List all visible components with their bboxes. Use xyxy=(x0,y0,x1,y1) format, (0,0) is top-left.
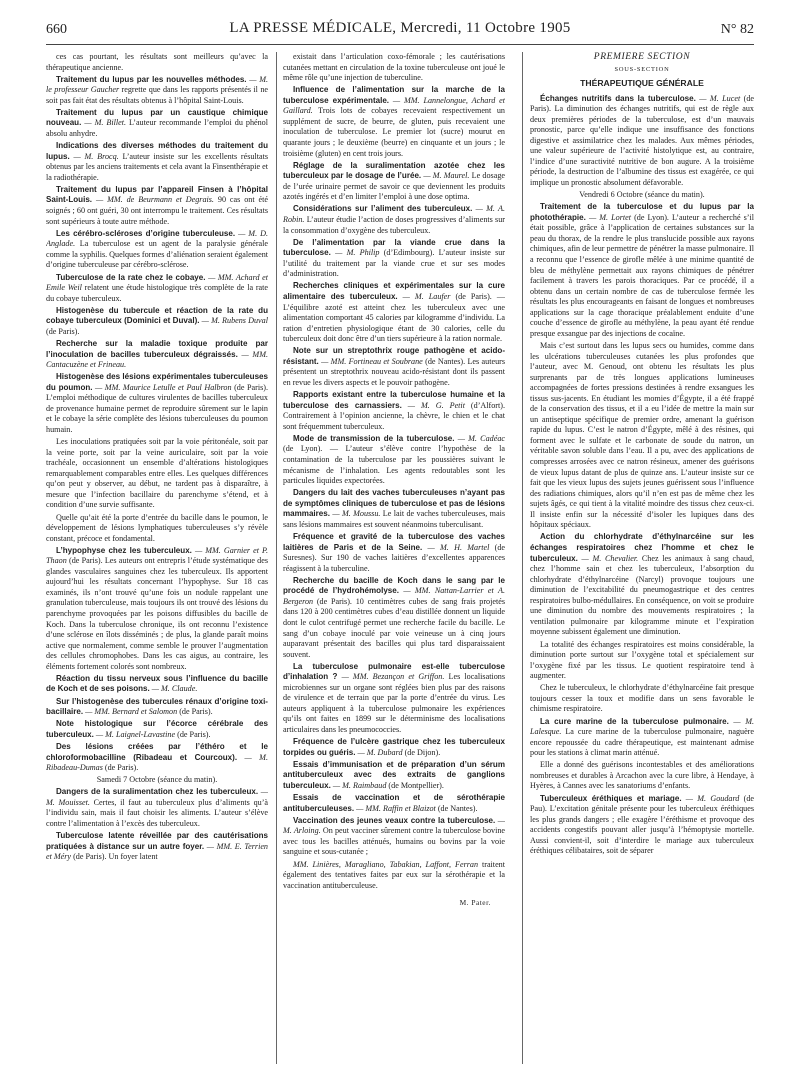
article-text: Les inoculations pratiquées soit par la voie péritonéale, soit par la veine porte, soit par la veine auriculaire, soit par la voie trachéale, occasionnent un ensemble d’altérations histologiques remarquablement comparables entre elles. Les quelques différences qu’on peut y observer, au début, ne tardent pas à disparaître, à mesure que l’infection bacillaire du parenchyme s’étend, et à condition d’une survie suffisante. xyxy=(46,437,268,510)
article-text: (de Montpellier). xyxy=(386,780,444,790)
article-text: L’auteur étudie l’action de doses progressives d’aliments sur la consommation d’oxygène des tuberculeux. xyxy=(283,214,505,235)
article-paragraph xyxy=(46,546,268,673)
article-paragraph xyxy=(46,306,268,338)
article-title: Essais d’immunisation et de préparation d’un sérum antituberculeux avec des extraits de ganglions tuberculeux. xyxy=(283,759,505,790)
article-title: L’hypophyse chez les tuberculeux. xyxy=(56,545,192,555)
article-text: (de Paris). Les auteurs ont entrepris l’étude systématique des glandes vasculaires sanguines chez les tuberculeux. Ils apportent aujourd’hui les résultats concernant l’hypophyse. Sur 18 cas examinés, ils n’ont trouvé qu’une fois un nodule rappelant une granulation tuberculeuse, mais toujours ils ont trouvé des lésions du parenchyme provoquées par les poisons diffusibles du bacille de Koch. Dans la tuberculose chronique, ils ont reconnu l’existence d’une sclérose en îlots disséminés ; de plus, la glande paraît moins active que normalement, comme semble le prouver l’augmentation des cellules chromophobes. Dans les cas aigus, au contraire, les éléments fortement colorés sont nombreux. xyxy=(46,556,268,671)
article-paragraph xyxy=(283,390,505,432)
article-text: (de Paris). xyxy=(175,729,211,739)
column-divider xyxy=(522,52,523,1064)
article-paragraph xyxy=(283,816,505,858)
article-author: — MM. Bezançon et Griffon. xyxy=(337,672,445,682)
article-paragraph xyxy=(283,281,505,344)
article-text: ces cas pourtant, les résultats sont meilleurs qu’avec la thérapeutique ancienne. xyxy=(46,52,268,72)
article-text: Le lait de vaches tuberculeuses, mais sans lésions mammaires est souvent néanmoins tuberculisant. xyxy=(283,509,505,529)
article-text: Elle a donné des guérisons incontestables et des améliorations nombreuses et durables à Arcachon avec la cure libre, à Hendaye, à Hyères, à Cannes avec les sanatoriums d’enfants. xyxy=(530,760,754,791)
article-title: Recherche du bacille de Koch dans le sang par le procédé de l’hydrohémolyse. xyxy=(283,575,505,596)
article-text: (de Dijon). xyxy=(402,747,441,757)
article-title: Les cérébro-scléroses d’origine tuberculeuse. xyxy=(56,228,236,238)
article-title: Tuberculose de la rate chez le cobaye. xyxy=(56,272,206,282)
issue-number: N° 82 xyxy=(720,22,754,37)
article-paragraph xyxy=(530,94,754,189)
article-paragraph xyxy=(283,793,505,814)
column-right xyxy=(530,52,754,1072)
article-author: — M. Chevalier. xyxy=(577,553,639,563)
article-paragraph xyxy=(530,532,754,637)
article-paragraph xyxy=(283,52,505,84)
article-text: (d’Edimbourg). L’auteur insiste sur l’utilité du traitement par la viande crue et sur ses modes d’administration. xyxy=(283,248,505,279)
article-author: — MM. Lannelongue, Achard et Gaillard. xyxy=(283,95,505,116)
paragraph-group xyxy=(530,202,754,857)
article-title: Traitement du lupus par un caustique chimique nouveau. xyxy=(46,107,268,128)
article-author: — M. D. Anglade. xyxy=(46,228,268,249)
article-paragraph xyxy=(283,85,505,159)
article-text: (de Nantes). xyxy=(435,803,478,813)
article-paragraph xyxy=(283,346,505,388)
article-title: Recherches cliniques et expérimentales sur la cure alimentaire des tuberculeux. xyxy=(283,281,505,301)
article-text: Les localisations microbiennes sur un organe sont réglées bien plus par des raisons de virulence et de terrain que par la porte d’entrée du virus. Les auteurs appliquent à la tuberculose pulmonaire les expériences qu’ils ont faites en 1899 sur le déterminisme des localisations articulaires dans les pneumococcies. xyxy=(283,672,505,735)
article-author: — M. Arloing. xyxy=(283,815,505,836)
subsection-heading: THÉRAPEUTIQUE GÉNÉRALE xyxy=(580,78,704,89)
article-author: — MM. Bernard et Salomon xyxy=(83,707,178,717)
column-left xyxy=(46,52,268,1072)
article-title: Traitement du lupus par l’appareil Finsen à l’hôpital Saint-Louis. xyxy=(46,184,268,205)
article-title: Action du chlorhydrate d’éthylnarcéine sur les échanges respiratoires chez l’homme et chez le tuberculeux. xyxy=(530,532,754,563)
article-text: (de Paris). Un foyer latent xyxy=(71,852,158,862)
article-title: Sur l’histogenèse des tubercules rénaux d’origine toxi-bacillaire. xyxy=(46,696,268,717)
article-author: — M. Brocq. xyxy=(69,151,119,161)
article-paragraph xyxy=(283,204,505,236)
article-author: — MM. Fortineau et Soubrane xyxy=(318,356,423,366)
article-text: L’auteur insiste sur les excellents résultats obtenus par les anciens traitements et cela avant la Finsenthérapie et la radiothérapie. xyxy=(46,151,268,182)
article-author: MM. Linières, Maragliano, Tabakian, Laffont, Ferran xyxy=(293,859,479,869)
article-title: Réaction du tissu nerveux sous l’influence du bacille de Koch et de ses poisons. xyxy=(46,673,268,694)
article-author: — M. A. Robin. xyxy=(283,204,505,224)
article-author: — MM. Raffin et Blaizot xyxy=(354,803,436,813)
article-author: — M. Rubens Duval xyxy=(199,316,268,326)
article-paragraph xyxy=(46,437,268,511)
article-text: Chez les animaux à sang chaud, chez l’homme sain et chez les tuberculeux, l’absorption du chlorhydrate d’éthylnarcéine (Narcyl) provoque toujours une diminution de l’excitabilité du pneumogastrique et des centres respiratoires bulbo-médullaires. En conséquence, on voit se produire une diminution du nombre des mouvements respiratoires ; la ventilation pulmonaire par kilogramme minute et l’expiration moyenne subissent également une diminution. xyxy=(530,553,754,637)
article-paragraph xyxy=(283,576,505,660)
article-text: (de Paris). xyxy=(177,707,213,717)
article-text: (de Paris). — L’équilibre azoté est atteint chez les tuberculeux avec une alimentation comportant 45 calories par kilogramme d’individu. La ration d’entretien physiologique étant de 30 calories, celle du tuberculeux doit donc être d’un tiers supérieure à la ration normale. xyxy=(283,292,505,344)
column-divider xyxy=(276,52,277,1064)
article-paragraph xyxy=(283,488,505,530)
article-text: existait dans l’articulation coxo-fémorale ; les cautérisations cutanées mettant en circulation de la toxine tuberculeuse ont joué le même rôle qu’une injection de tuberculine. xyxy=(283,52,505,83)
article-paragraph xyxy=(283,532,505,574)
article-text: Le dosage de l’urée urinaire permet de savoir ce que deviennent les produits azotés ingérés et d’en limiter l’emploi à une dose optima. xyxy=(283,171,505,202)
article-paragraph xyxy=(46,697,268,718)
article-paragraph xyxy=(46,75,268,107)
article-paragraph xyxy=(46,513,268,545)
article-text: (de Paris). 10 centimètres cubes de sang frais projetés dans 120 à 200 centimètres cubes d’eau distillée donnent un liquide dont le culot centrifugé permet une recherche facile du bacille. Le sang d’un cobaye inoculé par voie veineuse un à cinq jours auparavant présentait des bacilles qui plus tard disparaissaient souvent. xyxy=(283,596,505,659)
article-title: Traitement du lupus par les nouvelles méthodes. xyxy=(56,74,247,84)
article-title: Histogenèse des lésions expérimentales tuberculeuses du poumon. xyxy=(46,372,268,392)
article-paragraph xyxy=(530,794,754,857)
article-title: Tuberculose latente réveillée par des cautérisations pratiquées à distance sur un autre foyer. xyxy=(46,831,268,851)
article-paragraph xyxy=(283,662,505,736)
article-author: — M. Claude. xyxy=(149,684,198,694)
article-paragraph xyxy=(283,434,505,487)
article-paragraph xyxy=(530,341,754,531)
article-text: La totalité des échanges respiratoires est moins considérable, la diminution porte surtout sur l’oxygène total et spécialement sur l’oxygène fixé par les tissus. Le quotient respiratoire tend à augmenter. xyxy=(530,639,754,681)
article-title: Traitement de la tuberculose et du lupus par la photothérapie. xyxy=(530,202,754,222)
article-title: Indications des diverses méthodes du traitement du lupus. xyxy=(46,141,268,161)
article-text: (de Pau). L’excitation génitale présente pour les tuberculeux éréthiques les plus grands dangers ; elle exagère l’éréthisme et provoque des accidents congestifs pouvant aller jusqu’à l’hémoptysie mortelle. Aussi convient-il, soit d’interdire le mariage aux tuberculeux éréthiques célibataires, soit de séparer xyxy=(530,793,754,856)
article-paragraph xyxy=(46,787,268,829)
article-author: — M. Maurel. xyxy=(421,171,470,181)
article-paragraph xyxy=(46,52,268,73)
article-title: La cure marine de la tuberculose pulmonaire. xyxy=(540,716,729,726)
article-text: (de Lyon). L’auteur a recherché s’il était possible, grâce à l’application de certaines substances sur la peau du thorax, de la rendre le plus translucide possible aux rayons chimiques, afin de leur permettre de pénétrer la masse pulmonaire. Il a reconnu que l’essence de girofle mêlée à une minime quantité de bleu de méthylène permettait aux rayons chimiques de pénétrer facilement à travers les parois thoraciques. Par ce procédé, il a obtenu dans un certain nombre de cas de tuberculose fermée les résultats les plus encourageants en faisant de longues et nombreuses applications sur la cage thoracique préalablement enduite d’une couche d’essence de girofle au méthylène, la peau ayant été rendue presque exsangue par des injections de cocaïne. xyxy=(530,212,754,338)
article-text: regrette que dans les rapports présentés il ne soit pas fait état des résultats obtenus à l’hôpital Saint-Louis. xyxy=(46,85,268,105)
article-text: (de Paris). La diminution des échanges nutritifs, qui est de règle aux deux premières périodes de la tuberculose, est d’un mauvais pronostic, parce qu’elle indique une insuffisance des fonctions digestive et assimilatrice chez les malades. Aux mêmes périodes, une valeur supérieure de l’activité histolytique est, au contraire, l’indice d’une suractivité nutritive de bon augure. A la troisième période, la destruction de l’albumine des tissus est exagérée, ce qui implique un pronostic absolument défavorable. xyxy=(530,93,754,188)
article-paragraph xyxy=(46,185,268,227)
article-text: (de Paris). xyxy=(46,326,80,336)
article-text: (de Lyon). — L’auteur s’élève contre l’hypothèse de la contamination de la tuberculose par les poussières suivant le mécanisme de l’inhalation. Les agents redoutables sont les particules liquides expectorées. xyxy=(283,444,505,486)
article-author: — MM. Maurice Letulle et Paul Halbron xyxy=(92,382,232,392)
article-title: Mode de transmission de la tuberculose. xyxy=(293,433,455,443)
article-text: relatent une étude histologique très complète de la rate du cobaye tuberculeux. xyxy=(46,283,268,303)
article-title: Des lésions créées par l’éthéro et le chloroformobacilline (Ribadeau et Courcoux). xyxy=(46,741,268,762)
article-title: Essais de vaccination et de sérothérapie antituberculeuses. xyxy=(283,793,505,813)
article-author: — M. le professeur Gaucher xyxy=(46,74,268,95)
session-heading: Samedi 7 Octobre (séance du matin). xyxy=(96,775,218,785)
page-header xyxy=(46,18,754,45)
article-author: — M. Lortet xyxy=(585,212,631,222)
article-paragraph xyxy=(530,760,754,792)
article-title: Échanges nutritifs dans la tuberculose. xyxy=(540,93,696,103)
article-author: — M. Raimbaud xyxy=(330,780,387,790)
article-text: traitent également des tentatives faites par eux sur la sérothérapie et la vaccination antituberculeuse. xyxy=(283,859,505,890)
article-paragraph xyxy=(530,683,754,715)
article-text: 90 cas ont été soignés ; 60 ont guéri, 30 ont interrompu le traitement. Ces résultats sont supérieurs à toute autre méthode. xyxy=(46,195,268,226)
article-title: Note sur un streptothrix rouge pathogène et acido-résistant. xyxy=(283,346,505,366)
article-author: — M. Dubard xyxy=(355,747,403,757)
article-paragraph xyxy=(46,273,268,305)
article-text: L’auteur recommande l’emploi du phénol absolu anhydre. xyxy=(46,118,268,139)
article-text: (de Paris). xyxy=(102,763,139,773)
article-author: — M. Lalesque. xyxy=(530,716,754,737)
article-text: Quelle qu’ait été la porte d’entrée du bacille dans le poumon, le développement de lésions lymphatiques tuberculeuses s’y révèle constant, précoce et fondamental. xyxy=(46,512,268,543)
article-text: Mais c’est surtout dans les lupus secs ou humides, comme dans les ulcérations tuberculeuses cutanées les plus profondes que l’auteur, avec M. Genoud, ont obtenu les résultats les plus surprenants par de très longues applications lumineuses accompagnées de fortes pressions destinées à rendre exsangues les tissus sus-jacents. En étudiant les momies d’Égypte, il a été frappé de la conservation des tissus, et il a eu l’idée de mettre la main sur un antiseptique spécifique de premier ordre, amenant la guérison rapide du lupus. C’est le natron d’Égypte, mêlé à des résines, qui forment avec le sulfate et le carbonate de soude du natron, un véritable savon soluble dans l’eau. Il a pu, avec des applications de compresses arrosées avec ce natron résineux, amener des guérisons de vieux lupus datant de plus de quinze ans. L’auteur insiste sur ce fait que les vieux lupus des sujets jeunes guérissent sous l’influence des radiations chimiques, alors qu’il n’en est pas de même chez les sujets âgés, ce qui tient à la vitalité moindre des tissus chez ceux-ci. Il insiste enfin sur la nécessité d’isoler les lupiques dans des hôpitaux spéciaux. xyxy=(530,341,754,530)
article-paragraph xyxy=(530,202,754,339)
paragraph-group xyxy=(530,94,754,189)
article-text: (d’Alfort). Contrairement à l’opinion ancienne, la chèvre, le chien et le chat sont fréquemment tuberculeux. xyxy=(283,400,505,431)
article-paragraph xyxy=(283,238,505,280)
article-paragraph xyxy=(46,108,268,140)
article-title: Réglage de la suralimentation azotée chez les tuberculeux par le dosage de l’urée. xyxy=(283,160,505,181)
article-author: — M. Laignel-Lavastine xyxy=(93,729,176,739)
article-text: On peut vacciner sûrement contre la tuberculose bovine avec tous les bacilles atténués, humains ou bovins par la voie sanguine et sous-cutanée ; xyxy=(283,826,505,857)
article-text: La cure marine de la tuberculose pulmonaire, naguère encore repoussée du cadre thérapeutique, est maintenant admise pour les stations à climat marin atténué. xyxy=(530,727,754,758)
article-title: Histogenèse du tubercule et réaction de la rate du cobaye tuberculeux (Dominici et Duval). xyxy=(46,305,268,326)
article-author: — M. Mouisset. xyxy=(46,787,268,807)
article-paragraph xyxy=(46,831,268,863)
article-text: (de Nantes). Les auteurs présentent un streptothrix nouveau acido-résistant dont ils passent en revue les divers aspects et le pouvoir pathogène. xyxy=(283,356,505,387)
session-heading: Vendredi 6 Octobre (séance du matin). xyxy=(579,190,705,200)
article-title: Tuberculeux éréthiques et mariage. xyxy=(540,793,682,803)
article-author: — MM. E. Terrien et Méry xyxy=(46,841,268,862)
article-author: — MM. Nattan-Larrier et A. Bergeron xyxy=(283,586,505,606)
article-title: Dangers du lait des vaches tuberculeuses n’ayant pas de symptômes cliniques de tuberculose et pas de lésions mammaires. xyxy=(283,488,505,519)
article-paragraph xyxy=(46,372,268,435)
article-author: — MM. Cantacuzène et Frineau. xyxy=(46,349,268,370)
article-title: Fréquence de l’ulcère gastrique chez les tuberculeux torpides ou guéris. xyxy=(283,737,505,757)
article-paragraph xyxy=(46,674,268,695)
article-title: La tuberculose pulmonaire est-elle tuberculose d’inhalation ? xyxy=(283,661,505,682)
article-paragraph xyxy=(283,161,505,203)
article-title: Vaccination des jeunes veaux contre la tuberculose. xyxy=(293,815,496,825)
article-paragraph xyxy=(283,737,505,758)
article-text: La tuberculose est un agent de la paralysie générale comme la syphilis. Quelques formes d’aliénation seraient également d’origine tuberculeuse par cérébro-sclérose. xyxy=(46,239,268,270)
article-title: Recherche sur la maladie toxique produite par l’inoculation de bacilles tuberculeux dégraissés. xyxy=(46,338,268,359)
author-signature: M. Pater. xyxy=(459,898,491,908)
article-author: — M. Philip xyxy=(330,248,380,258)
article-paragraph xyxy=(46,742,268,774)
article-author: — M. Lucet xyxy=(695,93,741,103)
article-title: Dangers de la suralimentation chez les tuberculeux. xyxy=(56,787,259,797)
article-paragraph xyxy=(46,339,268,371)
article-title: De l’alimentation par la viande crue dans la tuberculose. xyxy=(283,237,505,258)
article-text: (de Paris). L’emploi méthodique de cultures virulentes de bacilles tuberculeux de provenance humaine permet de reproduire sûrement sur le lapin et le cobaye la série complète des lésions tuberculeuses du poumon humain. xyxy=(46,382,268,434)
article-author: — M. Moussu. xyxy=(329,509,381,519)
article-text: (de Suresnes). Sur 190 de vaches laitières d’excellentes apparences réagissent à la tuberculine. xyxy=(283,542,505,573)
article-title: Fréquence et gravité de la tuberculose des vaches laitières de Paris et de la Seine. xyxy=(283,532,505,552)
article-title: Influence de l’alimentation sur la marche de la tuberculose expérimentale. xyxy=(283,85,505,105)
article-paragraph xyxy=(46,229,268,271)
article-paragraph xyxy=(530,717,754,759)
journal-title: LA PRESSE MÉDICALE, Mercredi, 11 Octobre 1905 xyxy=(229,20,571,36)
article-paragraph xyxy=(283,760,505,792)
section-title: PREMIÈRE SECTION xyxy=(593,52,691,62)
article-author: — M. G. Petit xyxy=(401,400,465,410)
column-middle xyxy=(283,52,505,1072)
article-title: Note histologique sur l’écorce cérébrale des tuberculeux. xyxy=(46,719,268,739)
subsection-label: SOUS-SECTION xyxy=(614,65,670,73)
article-author: — MM. de Beurmann et Degrais. xyxy=(92,195,214,205)
article-text: Chez le tuberculeux, le chlorhydrate d’éthylnarcéine fait presque toujours cesser la toux et modifie dans un sens favorable le chimisme respiratoire. xyxy=(530,683,754,714)
article-paragraph xyxy=(46,141,268,183)
article-text: Trois lots de cobayes recevaient respectivement un supplément de sucre, de beurre, de gluten, puis recevaient une inoculation de tuberculose. Le premier lot (sucre) mourut en quarante jours ; le deuxième (beurre) en cinquante et un jours ; le troisième (gluten) en cent trois jours. xyxy=(283,106,505,158)
page-number: 660 xyxy=(46,22,67,37)
article-paragraph xyxy=(530,640,754,682)
article-title: Considérations sur l’aliment des tuberculeux. xyxy=(293,204,473,214)
column-middle-body xyxy=(283,52,505,891)
article-author: — M. Laufer xyxy=(397,292,451,301)
article-author: — M. Billet. xyxy=(81,118,127,128)
article-author: — MM. Achard et Emile Weil xyxy=(46,272,268,293)
article-author: — M. Ribadeau-Dumas xyxy=(46,752,268,773)
article-author: — M. Cadéac xyxy=(454,433,505,443)
article-author: — M. Goudard xyxy=(681,793,740,803)
article-author: — MM. Garnier et P. Thaon xyxy=(46,545,268,566)
article-paragraph xyxy=(283,860,505,892)
article-text: Certes, il faut au tuberculeux plus d’aliments qu’à l’individu sain, mais il faut choisir les aliments. L’auteur s’élève contre l’alimentation à l’excès des tuberculeux. xyxy=(46,797,268,828)
article-paragraph xyxy=(46,719,268,740)
article-author: — M. H. Martel xyxy=(422,542,490,552)
article-title: Rapports existant entre la tuberculose humaine et la tuberculose des carnassiers. xyxy=(283,390,505,410)
